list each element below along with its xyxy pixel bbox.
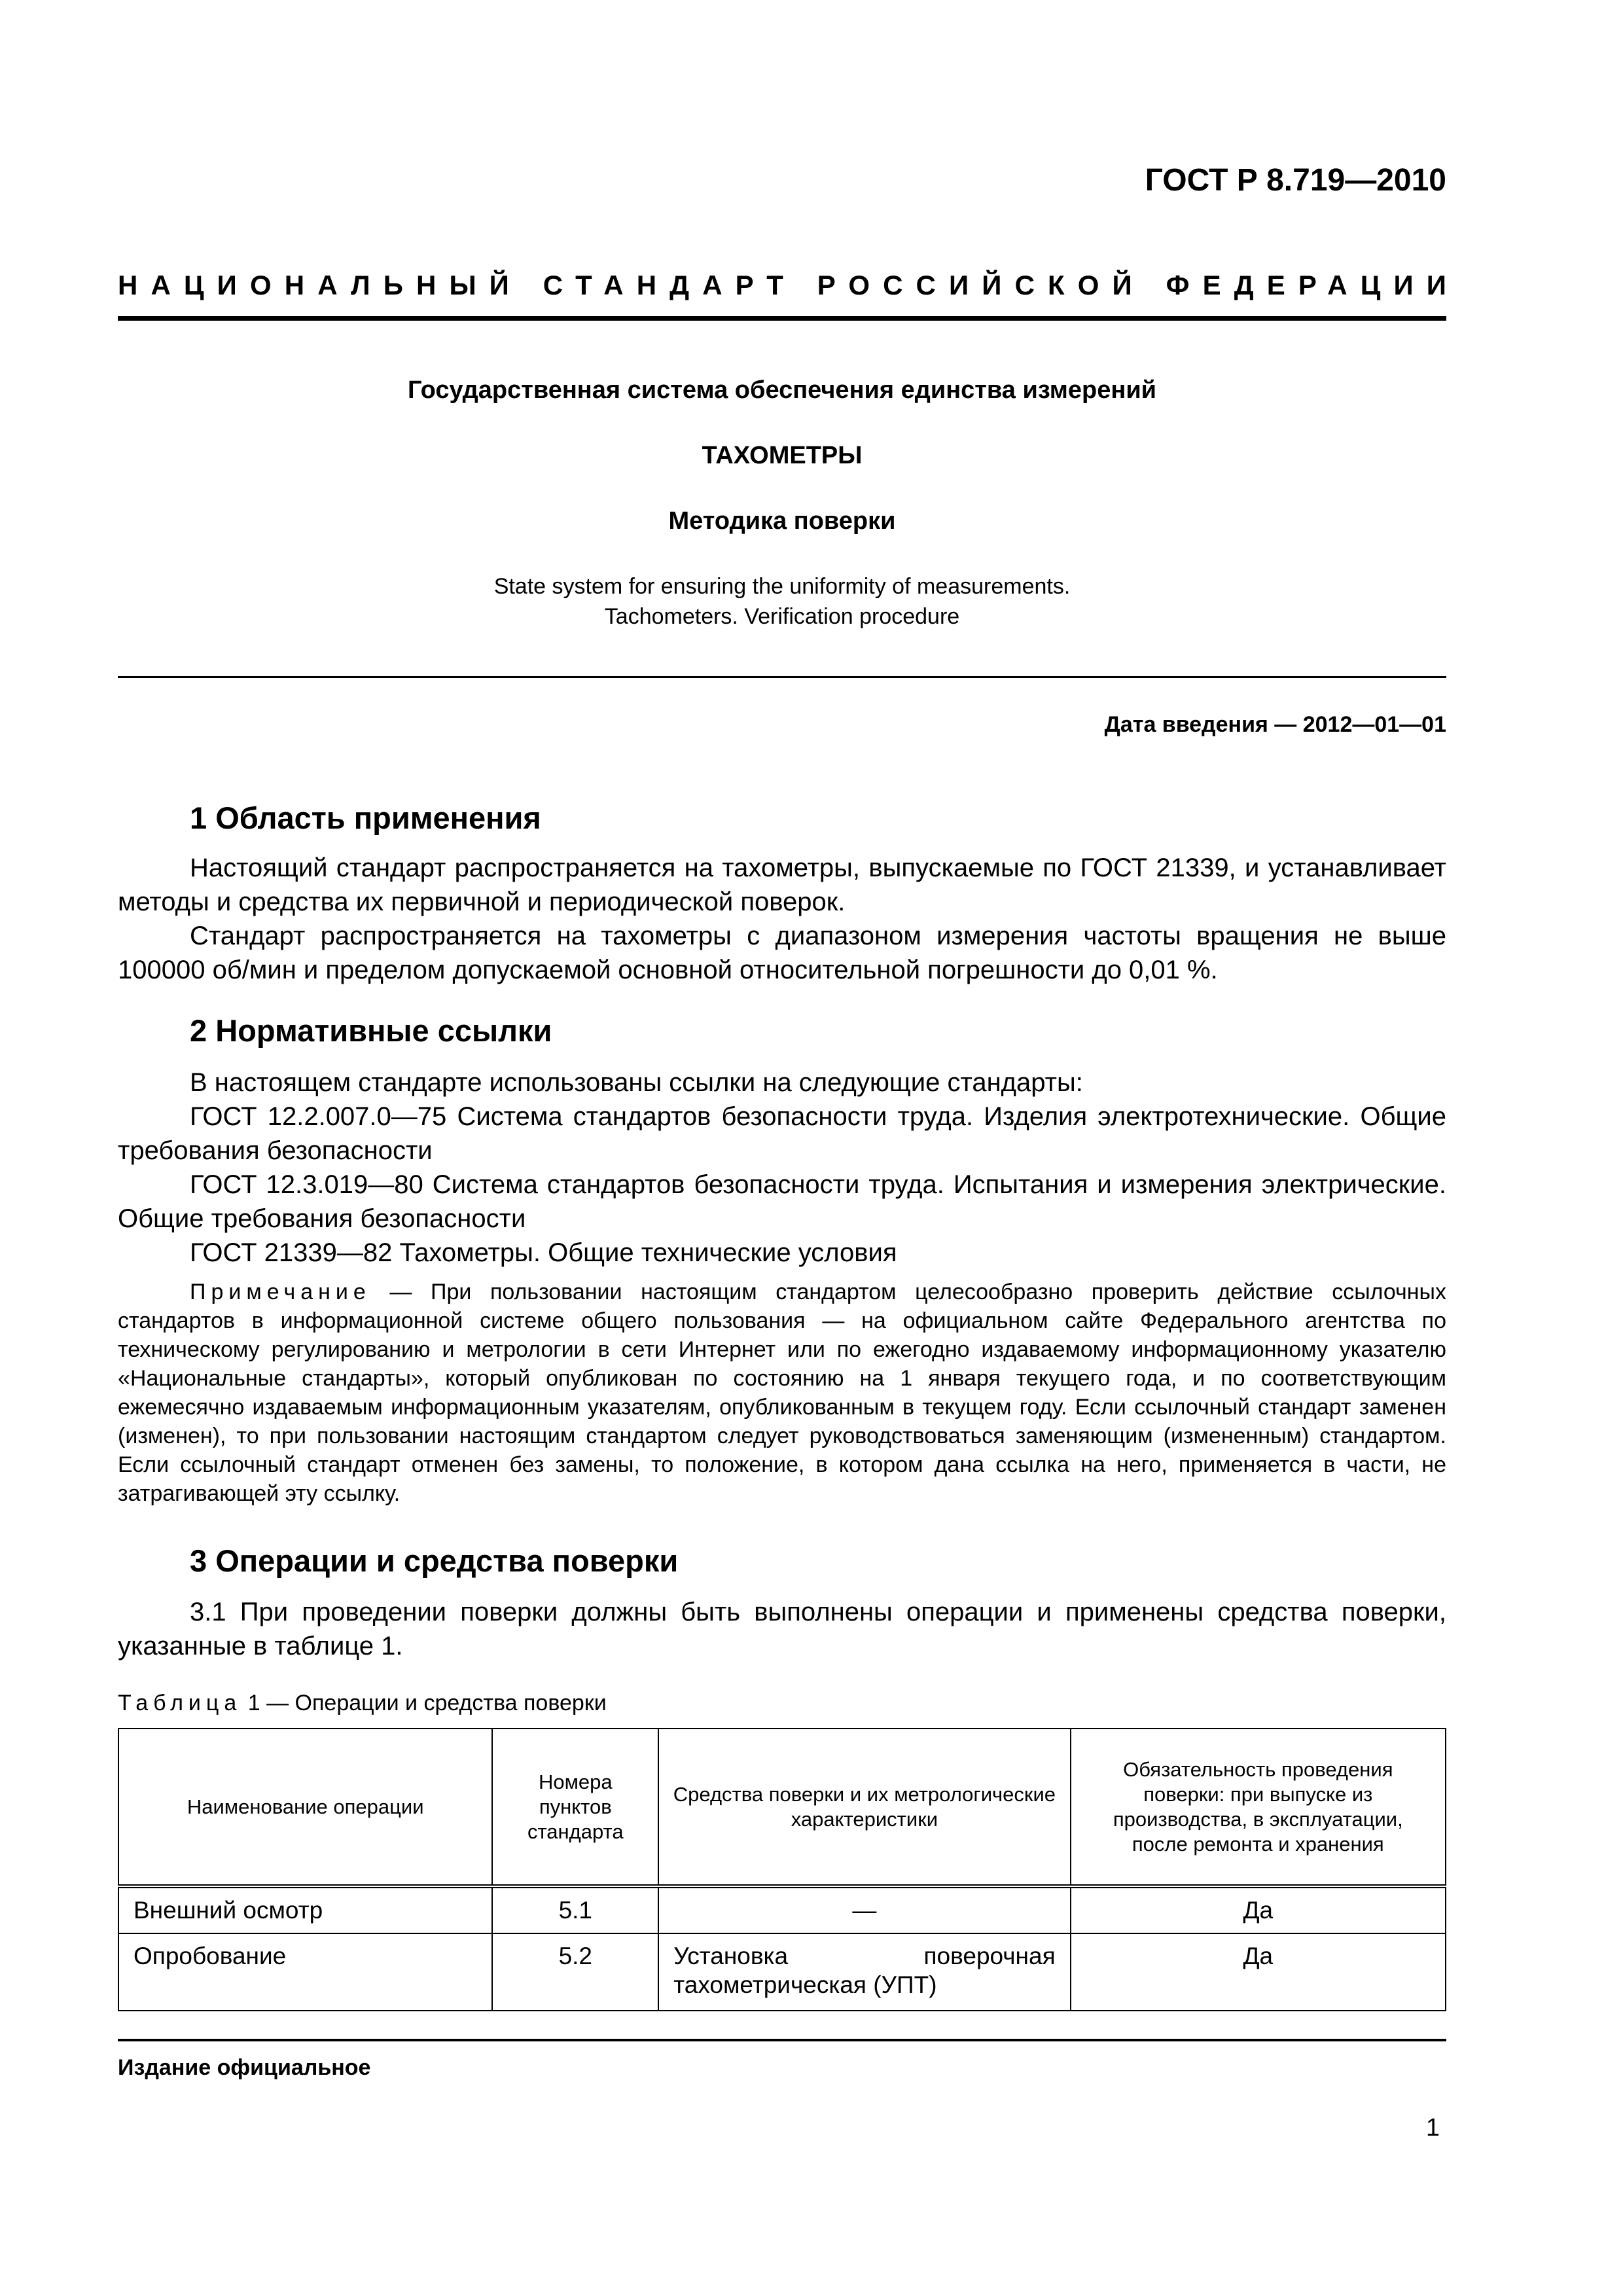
system-title: Государственная система обеспечения единства измерений (407, 376, 1157, 404)
english-title-line-2: Tachometers. Verification procedure (604, 604, 960, 629)
table-header-cell: Обязательность проведения поверки: при выпуске из производства, в эксплуатации, после ремонта и хранения (1071, 1729, 1446, 1886)
national-standard-text: НАЦИОНАЛЬНЫЙ СТАНДАРТ РОССИЙСКОЙ ФЕДЕРАЦИИ (118, 270, 1460, 300)
table-header-cell: Средства поверки и их метрологические характеристики (658, 1729, 1070, 1886)
table-caption-label: Таблица (118, 1691, 242, 1715)
document-number: ГОСТ Р 8.719—2010 (1145, 163, 1446, 198)
table-row (118, 1886, 1446, 1933)
table-cell: Опробование (118, 1933, 492, 2011)
section-3-paragraph-1: 3.1 При проведении поверки должны быть выполнены операции и применены средства поверки, указанные в таблице 1. (118, 1598, 1446, 1660)
header-rule (118, 316, 1446, 321)
introduction-date: Дата введения — 2012—01—01 (1104, 712, 1446, 737)
english-title (118, 571, 1446, 632)
table-cell: Установка поверочная тахометрическая (УПТ) (658, 1933, 1070, 2011)
document-page (118, 0, 1460, 2296)
english-title-line-1: State system for ensuring the uniformity of measurements. (493, 574, 1071, 599)
table-header-cell: Номера пунктов стандарта (492, 1729, 658, 1886)
table-cell: 5.1 (492, 1886, 658, 1933)
reference-item: ГОСТ 12.3.019—80 Система стандартов безопасности труда. Испытания и измерения электрические. Общие требования безопасности (118, 1170, 1446, 1233)
table-cell: — (658, 1886, 1070, 1933)
table-header-cell: Наименование операции (118, 1729, 492, 1886)
page-number: 1 (1425, 2114, 1440, 2142)
table-cell: Внешний осмотр (118, 1886, 492, 1933)
section-3-body (118, 1595, 1446, 1663)
table-1-caption (118, 1691, 607, 1716)
reference-item: ГОСТ 21339—82 Тахометры. Общие технические условия (190, 1238, 897, 1267)
table-row (118, 1933, 1446, 2011)
operations-table (118, 1728, 1446, 2011)
table-cell: Да (1071, 1886, 1446, 1933)
section-2-body (118, 1066, 1446, 1270)
section-1-paragraph-1: Настоящий стандарт распространяется на тахометры, выпускаемые по ГОСТ 21339, и устанавливает методы и средства их первичной и периодической поверок. (118, 853, 1446, 916)
section-1-paragraph-2: Стандарт распространяется на тахометры с диапазоном измерения частоты вращения не выше 100000 об/мин и пределом допускаемой основной относительной погрешности до 0,01 %. (118, 922, 1446, 984)
reference-item: ГОСТ 12.2.007.0—75 Система стандартов безопасности труда. Изделия электротехнические. Общие требования безопасности (118, 1102, 1446, 1165)
note-text: — При пользовании настоящим стандартом целесообразно проверить действие ссылочных стандартов в информационной системе общего пользования — на официальном сайте Федерального агентства по техническому регулированию и метрологии в сети Интернет или по ежегодно издаваемому информационному указателю «Национальные стандарты», который опубликован по состоянию на 1 января текущего года, и по соответствующим ежемесячно издаваемым информационным указателям, опубликованным в текущем году. Если ссылочный стандарт заменен (изменен), то при пользовании настоящим стандартом следует руководствоваться заменяющим (измененным) стандартом. Если ссылочный стандарт отменен без замены, то положение, в котором дана ссылка на него, применяется в части, не затрагивающей эту ссылку. (118, 1280, 1446, 1506)
table-cell: Да (1071, 1933, 1446, 2011)
table-cell: 5.2 (492, 1933, 658, 2011)
section-1-heading: 1 Область применения (190, 800, 541, 835)
section-1-body (118, 851, 1446, 987)
section-2-intro: В настоящем стандарте использованы ссылки на следующие стандарты: (190, 1068, 1083, 1097)
official-edition-label: Издание официальное (118, 2055, 371, 2080)
sub-title: Методика поверки (668, 507, 896, 535)
title-rule (118, 676, 1446, 678)
section-2-heading: 2 Нормативные ссылки (190, 1013, 552, 1048)
footer-rule (118, 2039, 1446, 2041)
note-label: Примечание (190, 1280, 371, 1304)
main-title: ТАХОМЕТРЫ (702, 442, 863, 469)
national-standard-banner (118, 270, 1460, 301)
section-2-note (118, 1278, 1446, 1508)
table-caption-text: 1 — Операции и средства поверки (241, 1691, 607, 1715)
section-3-heading: 3 Операции и средства поверки (190, 1543, 679, 1578)
table-header-row (118, 1729, 1446, 1886)
